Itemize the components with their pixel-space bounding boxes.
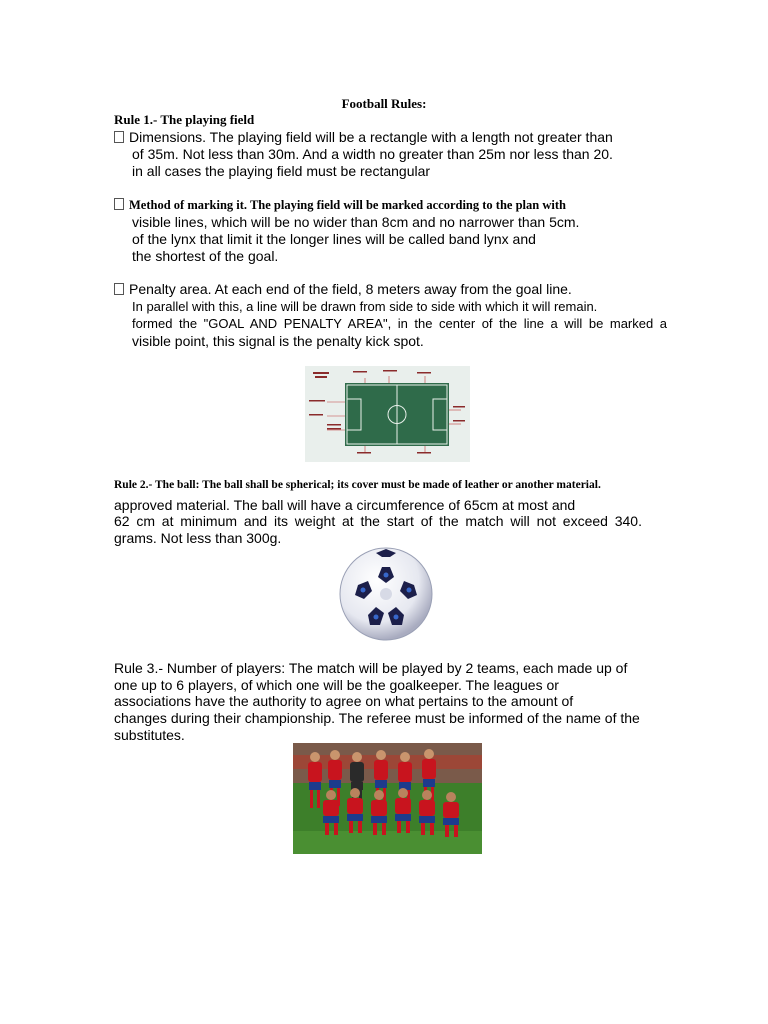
rule1-penalty-line-1: Penalty area. At each end of the field, 8 meters away from the goal line. xyxy=(114,281,572,297)
page-title: Football Rules: xyxy=(341,96,427,111)
rule2-line-1: approved material. The ball will have a circumference of 65cm at most and xyxy=(114,497,576,513)
rule1-heading: Rule 1.- The playing field xyxy=(114,112,255,127)
field-diagram-image xyxy=(305,366,470,462)
rule3-line-4: changes during their championship. The referee must be informed of the name of the xyxy=(114,710,640,726)
team-photo-image xyxy=(293,743,482,854)
bullet-box-icon xyxy=(114,198,124,210)
team-photo xyxy=(293,743,482,854)
bullet-box-icon xyxy=(114,131,124,143)
rule1-marking-line-2: visible lines, which will be no wider than 8cm and no narrower than 5cm. xyxy=(132,214,580,230)
rule1-dimensions-line-3: in all cases the playing field must be rectangular xyxy=(132,163,431,179)
rule3-line-5: substitutes. xyxy=(114,727,185,743)
rule1-dimensions-line-1: Dimensions. The playing field will be a rectangle with a length not greater than xyxy=(114,129,613,145)
rule2-line-3: grams. Not less than 300g. xyxy=(114,530,282,546)
rule1-penalty-line-2: In parallel with this, a line will be drawn from side to side with which it will remain. xyxy=(132,299,598,314)
bullet-box-icon xyxy=(114,283,124,295)
soccer-ball-image xyxy=(338,545,434,643)
rule1-marking-line-1: Method of marking it. The playing field will be marked according to the plan with xyxy=(114,198,566,213)
rule3-line-3: associations have the authority to agree on what pertains to the amount of xyxy=(114,693,574,709)
rule1-dimensions-line-2: of 35m. Not less than 30m. And a width no greater than 25m nor less than 20. xyxy=(132,146,613,162)
field-diagram xyxy=(305,366,470,462)
rule2-line-2: 62 cm at minimum and its weight at the start of the match will not exceed 340. xyxy=(114,513,642,529)
rule3-line-1: Rule 3.- Number of players: The match will be played by 2 teams, each made up of xyxy=(114,660,628,676)
soccer-ball-icon xyxy=(338,545,434,643)
rule1-marking-line-3: of the lynx that limit it the longer lines will be called band lynx and xyxy=(132,231,536,247)
rule1-penalty-line-4: visible point, this signal is the penalty kick spot. xyxy=(132,333,424,349)
rule1-penalty-line-3: formed the "GOAL AND PENALTY AREA", in the center of the line a will be marked a xyxy=(132,316,667,331)
rule3-line-2: one up to 6 players, of which one will be the goalkeeper. The leagues or xyxy=(114,677,559,693)
rule1-marking-line-4: the shortest of the goal. xyxy=(132,248,279,264)
rule2-heading: Rule 2.- The ball: The ball shall be spherical; its cover must be made of leather or another material. xyxy=(114,479,601,491)
